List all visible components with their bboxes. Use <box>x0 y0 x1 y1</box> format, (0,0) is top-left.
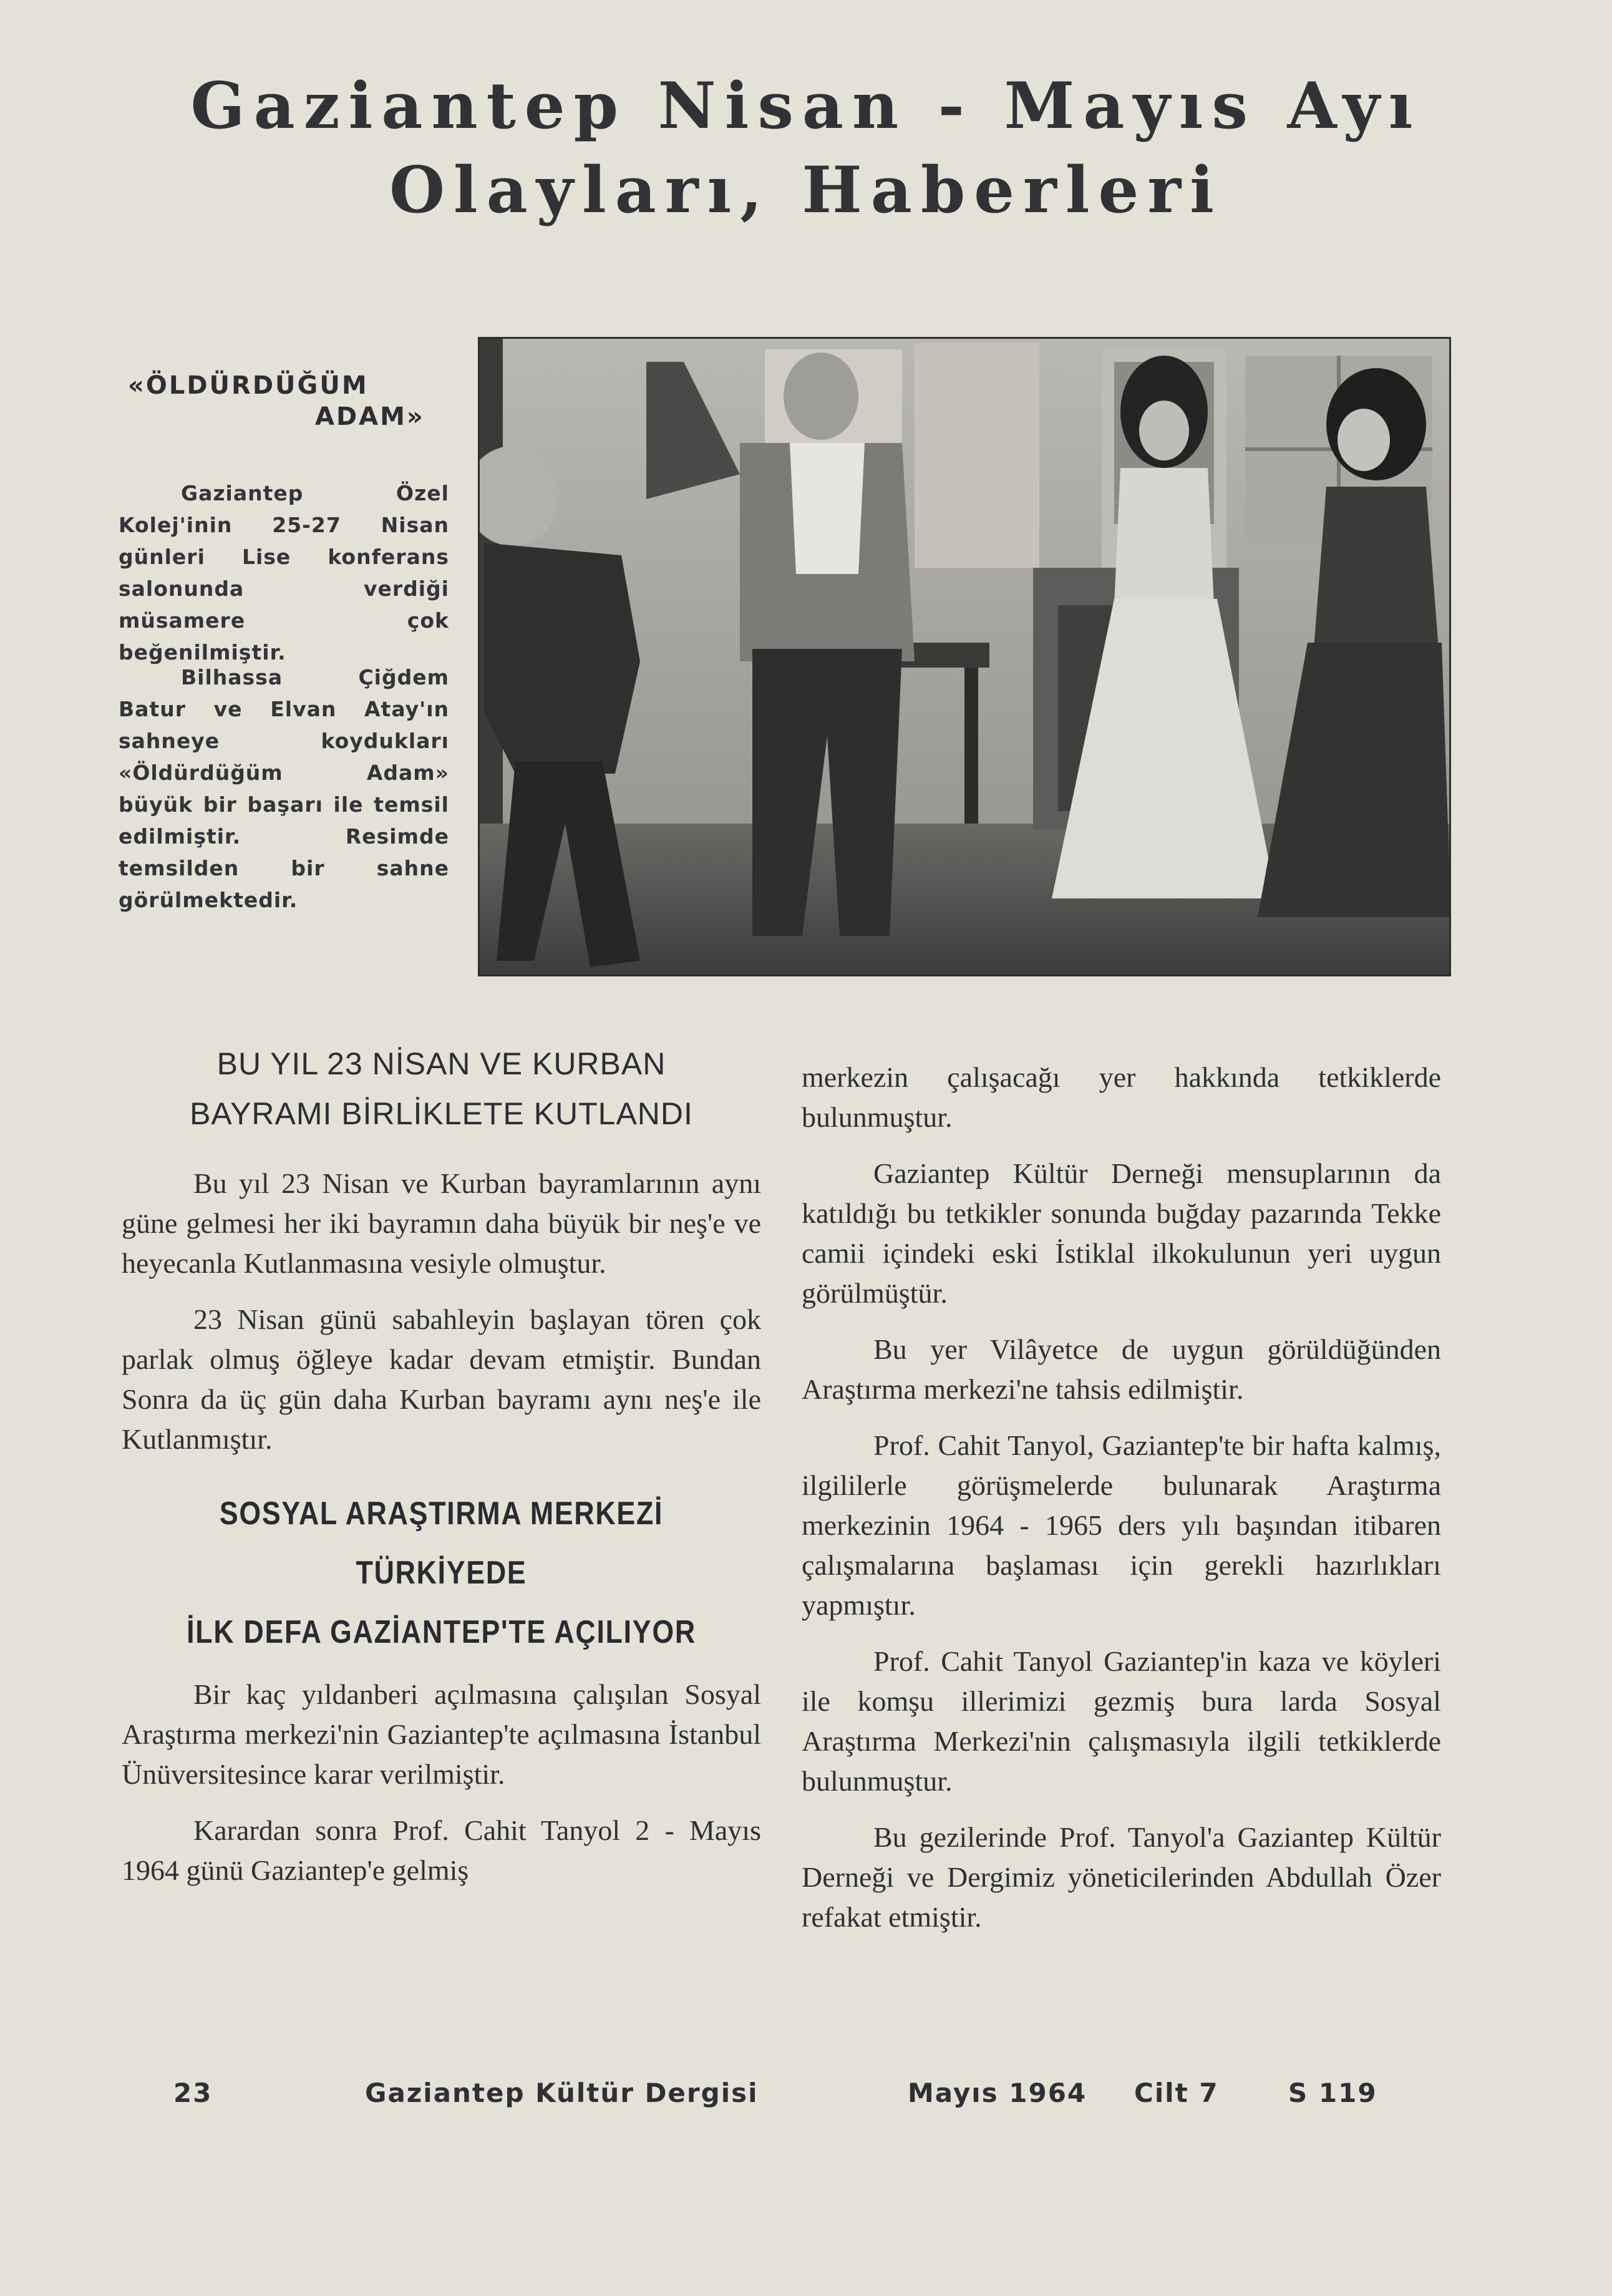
caption-heading-line-1: «ÖLDÜRDÜĞÜM <box>128 371 369 400</box>
caption-paragraph-2 <box>119 661 449 916</box>
footer-magazine-name: Gaziantep Kültür Dergisi <box>365 2078 759 2108</box>
article2-paragraph: Bu gezilerinde Prof. Tanyol'a Gaziantep Kültür Derneği ve Dergimiz yöneticilerinden Abdullah Özer refakat etmiştir. <box>802 1821 1441 1933</box>
article2-paragraph: Gaziantep Kültür Derneği mensuplarının da katıldığı bu tetkikler sonunda buğday pazarında Tekke camii içindeki eski İstiklal ilkokulunun yeri uygun görülmüştür. <box>802 1157 1441 1309</box>
footer-volume: Cilt 7 <box>1134 2078 1219 2108</box>
article1-paragraph: Bu yıl 23 Nisan ve Kurban bayramlarının aynı güne gelmesi her iki bayramın daha büyük bir neş'e ve heyecanla Kutlanmasına vesiyle olmuştur. <box>122 1167 761 1279</box>
article1-heading <box>122 1039 761 1139</box>
footer-page-number: 23 <box>173 2078 213 2108</box>
article2-paragraph: Prof. Cahit Tanyol Gaziantep'in kaza ve köyleri ile komşu illerimizi gezmiş bura larda Sosyal Araştırma Merkezi'nin çalışmasıyla ilgili tetkiklerde bulunmuştur. <box>802 1645 1441 1797</box>
caption-paragraph-1 <box>119 477 449 668</box>
caption-text-1: Gaziantep Özel Kolej'inin 25-27 Nisan günleri Lise konferans salonunda verdiği müsamere çok beğenilmiştir. <box>119 481 449 664</box>
article1-heading-line-2: BAYRAMI BİRLİKLETE KUTLANDI <box>190 1096 693 1131</box>
article2-paragraph: Karardan sonra Prof. Cahit Tanyol 2 - Mayıs 1964 günü Gaziantep'e gelmiş <box>122 1814 761 1886</box>
article2-paragraph: merkezin çalışacağı yer hakkında tetkiklerde bulunmuştur. <box>802 1061 1441 1133</box>
article-column-right <box>802 1058 1441 1953</box>
article2-heading-line-1: SOSYAL ARAŞTIRMA MERKEZİ TÜRKİYEDE <box>219 1496 664 1591</box>
stage-photo-icon <box>478 337 1451 976</box>
caption-heading-line-2: ADAM» <box>315 402 425 431</box>
article-column-left <box>122 1039 761 1907</box>
page-title-line-1: Gaziantep Nisan - Mayıs Ayı <box>190 69 1422 144</box>
article2-heading-line-2: İLK DEFA GAZİANTEP'TE AÇILIYOR <box>187 1614 696 1650</box>
article1-paragraph: 23 Nisan günü sabahleyin başlayan tören çok parlak olmuş öğleye kadar devam etmiştir. Bundan Sonra da üç gün daha Kurban bayramı aynı neş'e ile Kutlanmıştır. <box>122 1303 761 1455</box>
page-title-line-2: Olayları, Haberleri <box>389 153 1223 228</box>
article2-heading <box>167 1484 717 1662</box>
article2-paragraph: Bir kaç yıldanberi açılmasına çalışılan Sosyal Araştırma merkezi'nin Gaziantep'te açılmasına İstanbul Ünüversitesince karar verilmiştir. <box>122 1678 761 1790</box>
article1-heading-line-1: BU YIL 23 NİSAN VE KURBAN <box>216 1046 666 1081</box>
footer-date: Mayıs 1964 <box>908 2078 1087 2108</box>
footer-issue: S 119 <box>1288 2078 1377 2108</box>
article2-paragraph: Bu yer Vilâyetce de uygun görüldüğünden Araştırma merkezi'ne tahsis edilmiştir. <box>802 1333 1441 1405</box>
article2-paragraph: Prof. Cahit Tanyol, Gaziantep'te bir hafta kalmış, ilgililerle görüşmelerde bulunarak Araştırma merkezinin 1964 - 1965 ders yılı başından itibaren çalışmalarına başlaması için gerekli hazırlıkları yapmıştır. <box>802 1429 1441 1621</box>
caption-text-2: Bilhassa Çiğdem Batur ve Elvan Atay'ın sahneye koydukları «Öldürdüğüm Adam» büyük bir başarı ile temsil edilmiştir. Resimde temsilden bir sahne görülmektedir. <box>119 665 449 912</box>
